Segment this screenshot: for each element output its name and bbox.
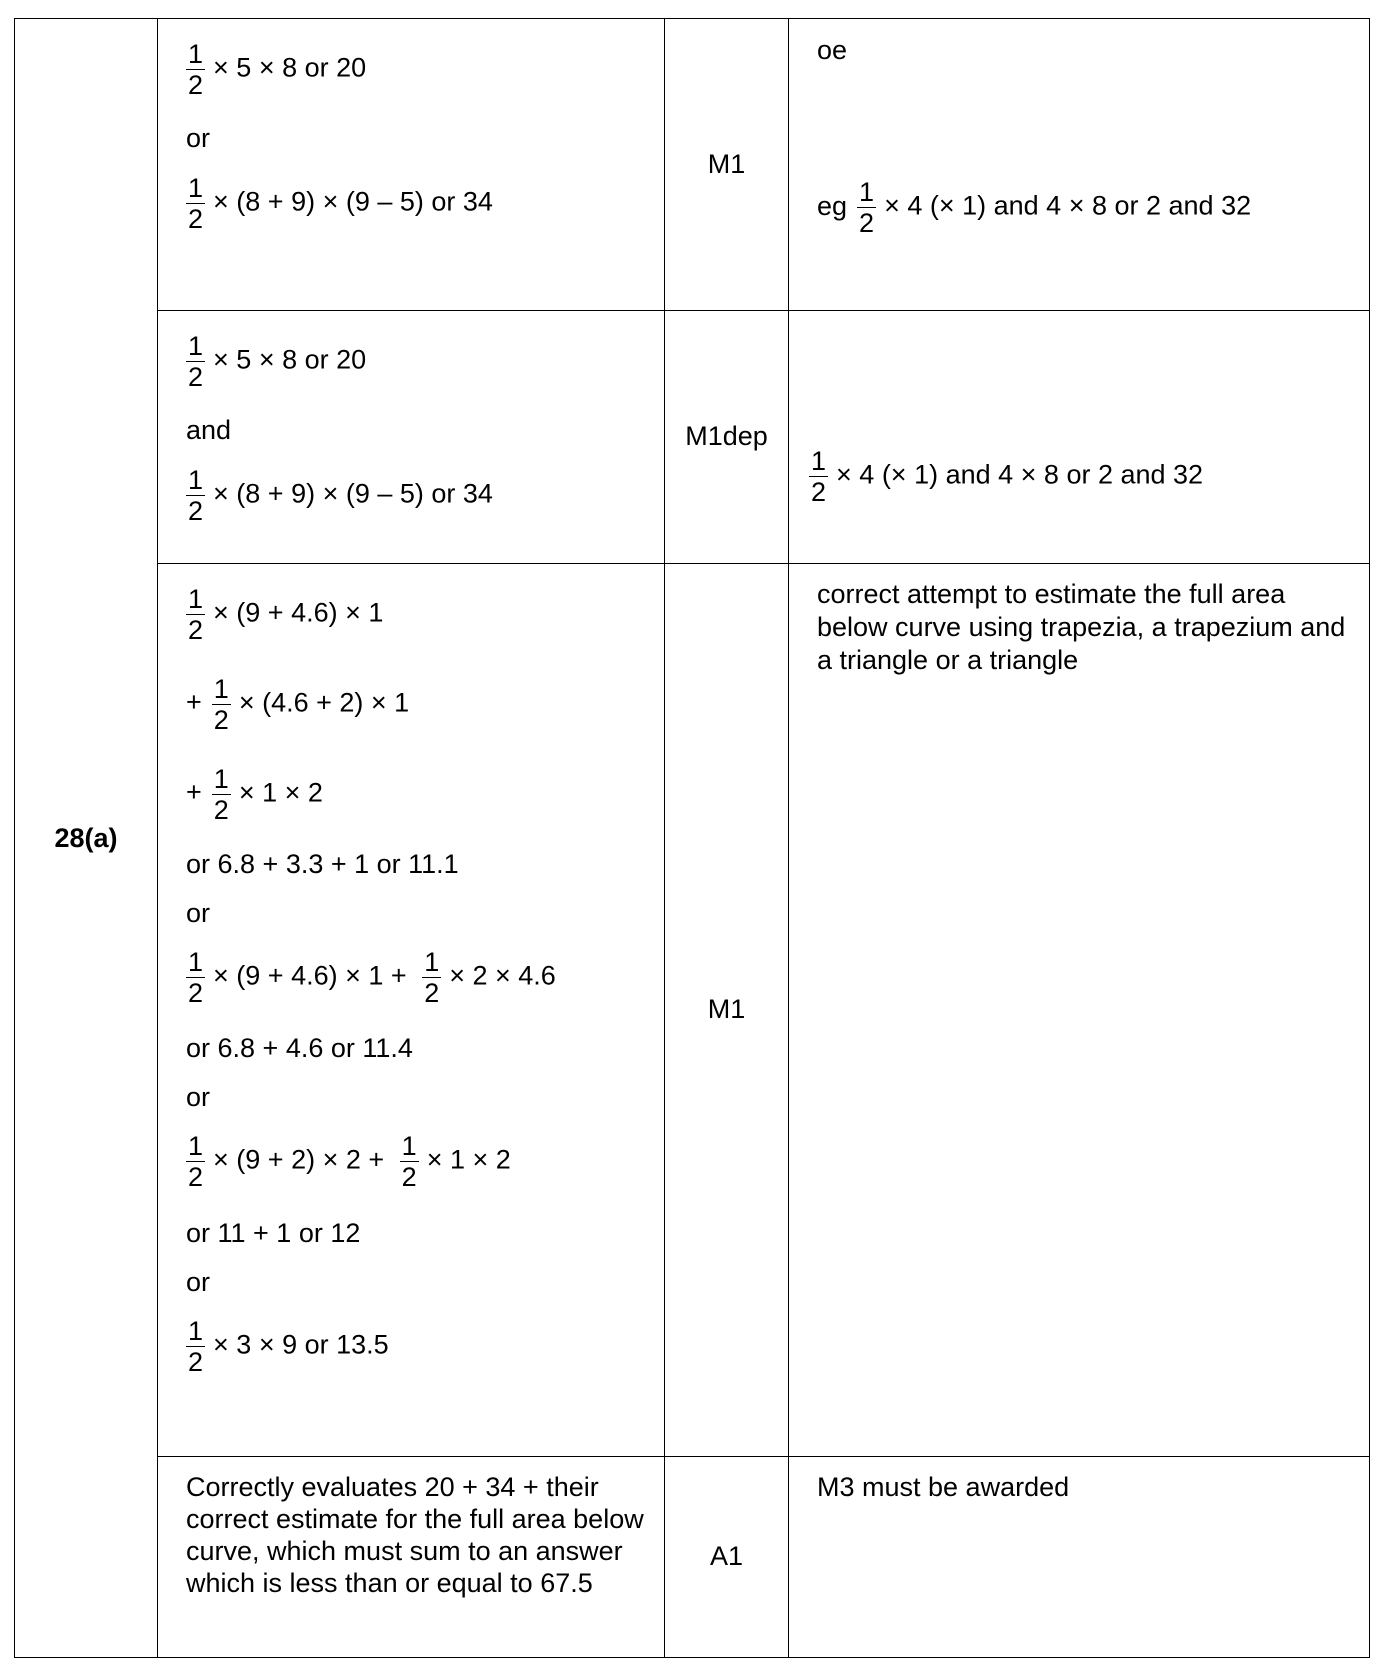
table-row — [15, 310, 1370, 563]
comments-cell — [789, 19, 1370, 311]
fraction: $\frac{1}{2}$ — [188, 1315, 204, 1377]
connector-text: or — [186, 123, 211, 153]
mark-cell — [665, 1456, 789, 1657]
fraction: $\frac{1}{2}$ — [401, 1130, 417, 1192]
fraction: $\frac{1}{2}$ — [859, 177, 875, 238]
working-line: $\frac{1}{2}$ × (9 + 4.6) × 1 — [188, 583, 384, 645]
fraction: $\frac{1}{2}$ — [188, 1130, 204, 1192]
working-cell — [158, 310, 665, 563]
working-line: $\frac{1}{2}$ × 3 × 9 or 13.5 — [188, 1315, 389, 1377]
fraction: $\frac{1}{2}$ — [213, 673, 229, 735]
fraction: $\frac{1}{2}$ — [188, 39, 204, 100]
working-cell — [158, 19, 665, 311]
question-number — [15, 19, 158, 1658]
connector-text: or — [186, 897, 211, 928]
question-label: 28(a) — [54, 822, 118, 853]
comments-cell — [789, 563, 1370, 1456]
fraction: $\frac{1}{2}$ — [188, 464, 204, 526]
comment-text: correct attempt to estimate the full area below curve using trapezia, a trapezium and a triangle or a triangle — [817, 578, 1346, 675]
connector-text: and — [186, 414, 232, 445]
fraction: $\frac{1}{2}$ — [811, 445, 827, 507]
working-line: or 6.8 + 4.6 or 11.4 — [186, 1032, 413, 1063]
comment-text: M3 must be awarded — [817, 1471, 1070, 1502]
working-cell — [158, 563, 665, 1456]
table-row — [15, 563, 1370, 1456]
comment-line: $\frac{1}{2}$ × 4 (× 1) and 4 × 8 or 2 and 32 — [811, 445, 1204, 507]
mark-label: M1 — [707, 148, 746, 179]
working-line: or 11 + 1 or 12 — [186, 1217, 361, 1248]
comment-text: oe — [817, 35, 848, 65]
working-line: + $\frac{1}{2}$ × (4.6 + 2) × 1 — [186, 673, 410, 735]
table-row — [15, 1456, 1370, 1657]
working-text: Correctly evaluates 20 + 34 + their correct estimate for the full area below curve, which must sum to an answer which is less than or equal to 67.5 — [186, 1471, 644, 1598]
fraction: $\frac{1}{2}$ — [188, 946, 204, 1008]
mark-cell — [665, 19, 789, 311]
mark-scheme-table — [14, 18, 1370, 1658]
mark-cell — [665, 563, 789, 1456]
mark-cell — [665, 310, 789, 563]
comments-cell — [789, 310, 1370, 563]
working-line: $\frac{1}{2}$ × (9 + 4.6) × 1 + $\frac{1}{2}$ × 2 × 4.6 — [188, 946, 556, 1008]
mark-label: M1dep — [685, 421, 768, 452]
table-row — [15, 19, 1370, 311]
working-line: $\frac{1}{2}$ × (9 + 2) × 2 + $\frac{1}{2}$ × 1 × 2 — [188, 1130, 511, 1192]
comment-line: eg $\frac{1}{2}$ × 4 (× 1) and 4 × 8 or 2 and 32 — [817, 177, 1252, 238]
working-line: $\frac{1}{2}$ × 5 × 8 or 20 — [188, 330, 367, 392]
working-line: or 6.8 + 3.3 + 1 or 11.1 — [186, 848, 459, 879]
working-line: $\frac{1}{2}$ × 5 × 8 or 20 — [188, 39, 367, 100]
fraction: $\frac{1}{2}$ — [188, 583, 204, 645]
fraction: $\frac{1}{2}$ — [424, 946, 440, 1008]
working-line: + $\frac{1}{2}$ × 1 × 2 — [186, 763, 323, 825]
mark-label: M1 — [707, 994, 746, 1025]
fraction: $\frac{1}{2}$ — [213, 763, 229, 825]
comments-cell — [789, 1456, 1370, 1657]
mark-label: A1 — [709, 1541, 744, 1572]
connector-text: or — [186, 1081, 211, 1112]
fraction: $\frac{1}{2}$ — [188, 173, 204, 234]
connector-text: or — [186, 1266, 211, 1297]
working-line: $\frac{1}{2}$ × (8 + 9) × (9 – 5) or 34 — [188, 464, 493, 526]
working-cell — [158, 1456, 665, 1657]
fraction: $\frac{1}{2}$ — [188, 330, 204, 392]
working-line: $\frac{1}{2}$ × (8 + 9) × (9 – 5) or 34 — [188, 173, 493, 234]
